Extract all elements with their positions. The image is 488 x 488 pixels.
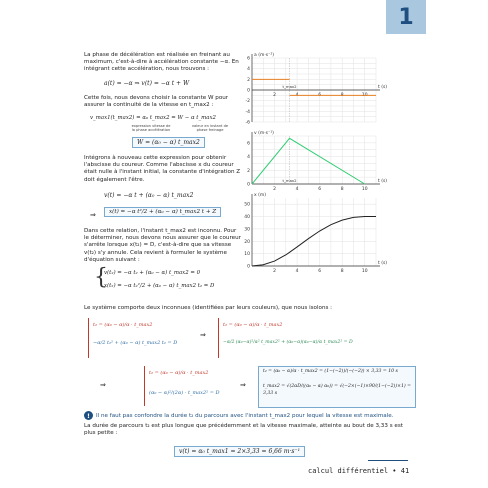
note-acceleration-phase: expression vitesse de la phase accélération (131, 124, 171, 133)
y-tick-label: 4 (247, 67, 250, 73)
equation-position: x(t) = −α t²/2 + (α₀ − α) t_max2 t + Z (104, 207, 221, 217)
x-tick-label: 8 (340, 269, 344, 274)
x-tick-label: 2 (273, 93, 276, 98)
y-tick-label: -2 (245, 99, 250, 105)
paragraph-system: Dans cette relation, l'instant t_max2 est inconnu. Pour le déterminer, nous devons nous assurer que le coureur s'arrête lorsque x(t₂) = D, c'est-à-dire que sa vitesse v(t₂) s'y annule. Cela revient à formuler le système d'équation suivant : (84, 228, 241, 263)
equation-acceleration: a(t) = −α ⇒ v(t) = −α t + W (104, 80, 190, 87)
y-axis-label: v (m·s⁻¹) (254, 131, 274, 136)
equation-W: W = (α₀ − α) t_max2 (132, 137, 205, 148)
y-tick-label: 40 (244, 215, 250, 221)
note-braking-phase: valeur en instant de phase freinage (191, 124, 229, 133)
isolate-step2-t2 (223, 322, 282, 328)
x-tick-label: 8 (340, 187, 344, 192)
page-footer (308, 467, 409, 475)
x-tick-label: 10 (361, 93, 368, 98)
y-tick-label: 20 (244, 239, 250, 245)
x-tick-label: 10 (361, 269, 368, 274)
x-tick-label: 6 (318, 93, 322, 98)
system-eq-position: x(t₂) = −α t₂²/2 + (α₀ − α) t_max2 t₂ = D (104, 283, 215, 289)
equation-velocity: v(t) = −α t + (α₀ − α) t_max2 (104, 192, 194, 199)
y-tick-label: -4 (245, 109, 250, 115)
chart-velocity (238, 128, 388, 192)
x-tick-label: 4 (295, 269, 299, 274)
isolate-step3-t2-text: t₂ = (α₀ − α)/α · t_max2 (149, 370, 209, 376)
results-box (258, 366, 416, 408)
paragraph-integration: Intégrons à nouveau cette expression pour obtenir l'abscisse du coureur. Comme l'abscisse x du coureur était nulle à l'instant initial, la constante d'intégration Z doit également l'être. (84, 155, 241, 183)
warning-icon: ! (84, 411, 93, 420)
warning-text: Il ne faut pas confondre la durée t₂ du parcours avec l'instant t_max2 pour lequel la vitesse est maximale. (96, 412, 394, 419)
isolate-step2-bracket (218, 318, 220, 358)
isolate-step2-x (223, 340, 353, 345)
x-tick-label: 10 (361, 187, 368, 192)
implies-arrow-1: ⇒ (90, 211, 96, 219)
footer-section-title: calcul différentiel (308, 467, 389, 475)
y-tick-label: 0 (247, 182, 250, 188)
x-tick-label: 4 (295, 93, 299, 98)
x-axis-label: t (s) (378, 261, 388, 266)
footer-rule (368, 460, 408, 461)
isolate-step1-x-text: −α/2 t₂² + (α₀ − α) t_max2 t₂ = D (93, 340, 178, 346)
footer-bullet: • (392, 467, 397, 475)
y-tick-label: 6 (247, 56, 250, 62)
isolate-step3-t2 (149, 370, 208, 376)
isolate-step3-x (149, 390, 220, 396)
tmax2-marker-label: t_max2 (282, 178, 297, 183)
x-axis-label: t (s) (378, 179, 388, 184)
y-axis-label: x (m) (254, 193, 266, 198)
y-tick-label: 2 (247, 77, 250, 83)
y-tick-label: 6 (247, 141, 250, 147)
paragraph-deceleration: La phase de décélération est réalisée en freinant au maximum, c'est-à-dire à accélération constante −α. En intégrant cette accélération, nous trouvons : (84, 52, 239, 73)
isolate-step3-x-text: (α₀ − α)²/(2α) · t_max2² = D (149, 390, 220, 396)
warning-note (84, 411, 394, 420)
isolate-step2-t2-text: t₂ = (α₀ − α)/α · t_max2 (223, 322, 283, 328)
x-tick-label: 6 (318, 187, 322, 192)
isolate-step1-bracket (88, 318, 90, 358)
y-tick-label: 0 (247, 264, 250, 270)
y-tick-label: -6 (245, 120, 250, 126)
y-tick-label: 30 (244, 227, 250, 233)
result-tmax2: t_max2 = √(2αD/((α₀ − α) α₀)) = √(−2×(−1)×90/(1−(−2))×1) = 3,33 s (263, 384, 411, 396)
x-tick-label: 4 (295, 187, 299, 192)
paragraph-conclusion: La durée de parcours t₂ est plus longue que précédemment et la vitesse maximale, atteinte au bout de 3,33 s est plus petite : (84, 423, 403, 437)
chart-position (238, 190, 388, 274)
isolate-step1-t2-text: t₂ = (α₀ − α)/α · t_max2 (93, 322, 153, 328)
isolate-step1-x (93, 340, 177, 346)
paragraph-continuity: Cette fois, nous devons choisir la constante W pour assurer la continuité de la vitesse en t_max2 : (84, 95, 229, 109)
y-tick-label: 50 (244, 202, 250, 208)
chart-acceleration (238, 50, 386, 126)
paragraph-unknowns: Le système comporte deux inconnues (identifiées par leurs couleurs), que nous isolons : (84, 305, 333, 311)
chapter-number-tab: 1 (386, 0, 426, 34)
equation-vmax: v(t) = α₀ t_max1 = 2×3,33 = 6,66 m·s⁻¹ (174, 446, 305, 457)
y-axis-label: a (m·s⁻²) (254, 53, 275, 58)
tmax2-marker-label: t_max2 (282, 84, 297, 89)
isolate-step1-t2 (93, 322, 152, 328)
x-tick-label: 2 (273, 187, 276, 192)
equation-continuity: v_max1(t_max2) = α₀ t_max2 = W − α t_max2 (90, 115, 216, 121)
x-axis-label: t (s) (378, 85, 388, 90)
system-eq-velocity: v(t₂) = −α t₂ + (α₀ − α) t_max2 = 0 (104, 270, 200, 276)
implies-arrow-4: ⇒ (240, 381, 246, 389)
result-t2: t₂ = (α₀ − α)/α · t_max2 = (1−(−2))/(−(−2)) × 3,33 = 10 s (263, 369, 398, 374)
system-brace: { (94, 265, 108, 290)
x-tick-label: 6 (318, 269, 322, 274)
footer-page-number: 41 (400, 467, 410, 475)
y-tick-label: 4 (247, 155, 250, 161)
isolate-step2-x-text: −α/2 (α₀−α)²/α² t_max2² + (α₀−α)(α₀−α)/α t_max2² = D (223, 340, 353, 345)
y-tick-label: 2 (247, 168, 250, 174)
isolate-step3-bracket (144, 366, 146, 406)
x-tick-label: 2 (273, 269, 276, 274)
implies-arrow-2: ⇒ (200, 331, 206, 339)
x-tick-label: 8 (340, 93, 344, 98)
y-tick-label: 0 (247, 88, 250, 94)
implies-arrow-3: ⇒ (100, 381, 106, 389)
y-tick-label: 10 (244, 252, 250, 258)
